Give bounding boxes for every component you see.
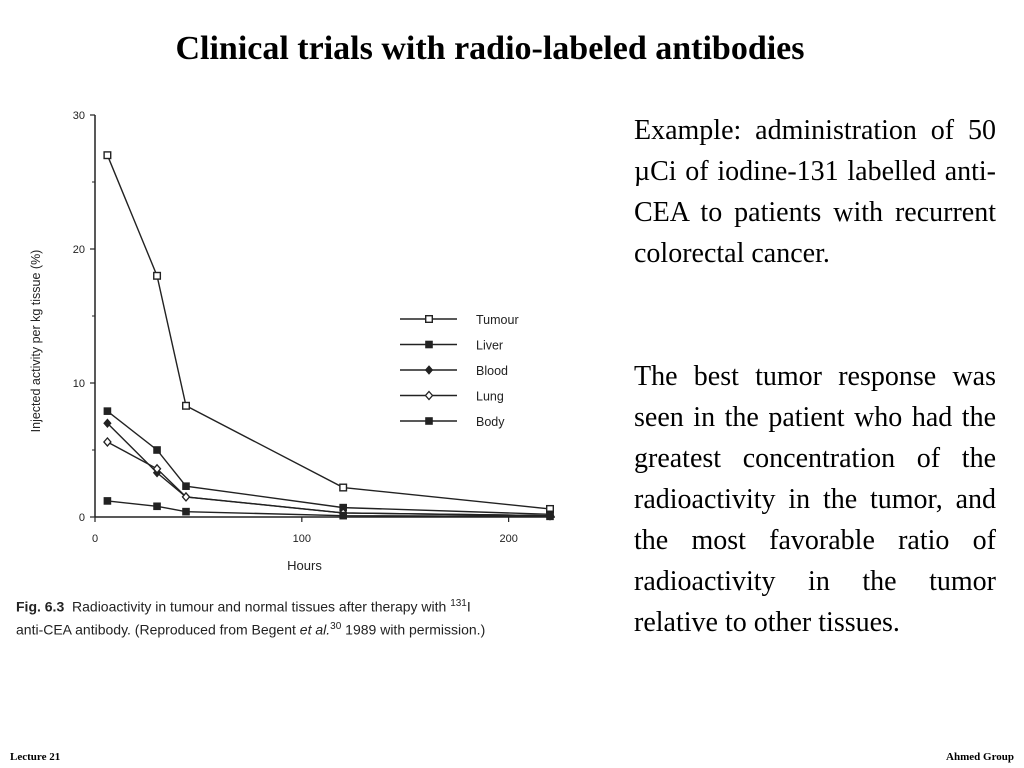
data-point-body [104, 498, 111, 505]
series-line-tumour [107, 155, 550, 509]
caption-line-2 [16, 617, 576, 640]
series-line-body [107, 501, 550, 516]
x-axis-label: Hours [287, 558, 322, 573]
series-line-lung [107, 442, 550, 516]
data-point-liver [183, 483, 190, 490]
caption-text-1: Radioactivity in tumour and normal tissues after therapy with [72, 598, 447, 615]
caption-label: Fig. 6.3 [16, 598, 65, 615]
data-point-tumour [183, 402, 190, 409]
x-tick-label: 200 [499, 533, 518, 545]
data-point-body [183, 508, 190, 515]
legend-marker-tumour [426, 316, 433, 323]
data-point-tumour [340, 484, 347, 491]
slide-title: Clinical trials with radio-labeled antibodies [175, 30, 805, 67]
legend-label-lung: Lung [476, 389, 504, 404]
data-point-tumour [154, 273, 161, 280]
x-tick-label: 100 [292, 533, 311, 545]
data-point-body [340, 512, 347, 519]
legend-marker-blood [426, 366, 433, 374]
legend-label-blood: Blood [476, 364, 508, 378]
data-point-tumour [104, 152, 111, 159]
caption-isotope: I [466, 598, 471, 615]
figure-caption [16, 594, 576, 639]
data-point-body [154, 503, 161, 510]
y-axis-label: Injected activity per kg tissue (%) [29, 249, 43, 433]
x-tick-label: 0 [91, 533, 99, 545]
legend-label-tumour: Tumour [476, 313, 519, 327]
y-tick-label: 30 [72, 110, 85, 122]
data-point-body [547, 513, 554, 520]
legend-marker-liver [426, 341, 433, 348]
legend-label-liver: Liver [476, 338, 504, 353]
example-paragraph: Example: administration of 50 µCi of iodine-131 labelled anti-CEA to patients with recurrent colorectal cancer. [634, 115, 996, 269]
caption-et-al: et al. [299, 621, 331, 638]
legend-marker-body [426, 418, 433, 425]
y-tick-label: 10 [72, 378, 85, 390]
caption-text-2: anti-CEA antibody. (Reproduced from Begent [16, 621, 296, 638]
caption-superscript-1: 131 [450, 598, 467, 609]
radioactivity-chart [0, 95, 600, 585]
y-tick-label: 20 [72, 244, 85, 256]
y-tick-label: 0 [78, 512, 85, 524]
response-paragraph: The best tumor response was seen in the patient who had the greatest concentration of the radioactivity in the tumor, and the most favorable ratio of radioactivity in the tumor relative to other tissues. [634, 361, 996, 638]
legend-label-body: Body [476, 415, 505, 429]
footer-lecture: Lecture 21 [10, 751, 61, 763]
footer-group: Ahmed Group [946, 751, 1014, 763]
caption-text-3: 1989 with permission.) [345, 621, 486, 638]
caption-superscript-2: 30 [330, 620, 342, 632]
legend-marker-lung [426, 392, 433, 400]
data-point-lung [104, 438, 111, 446]
data-point-liver [154, 447, 161, 454]
caption-line-1 [16, 594, 576, 617]
data-point-liver [104, 408, 111, 415]
